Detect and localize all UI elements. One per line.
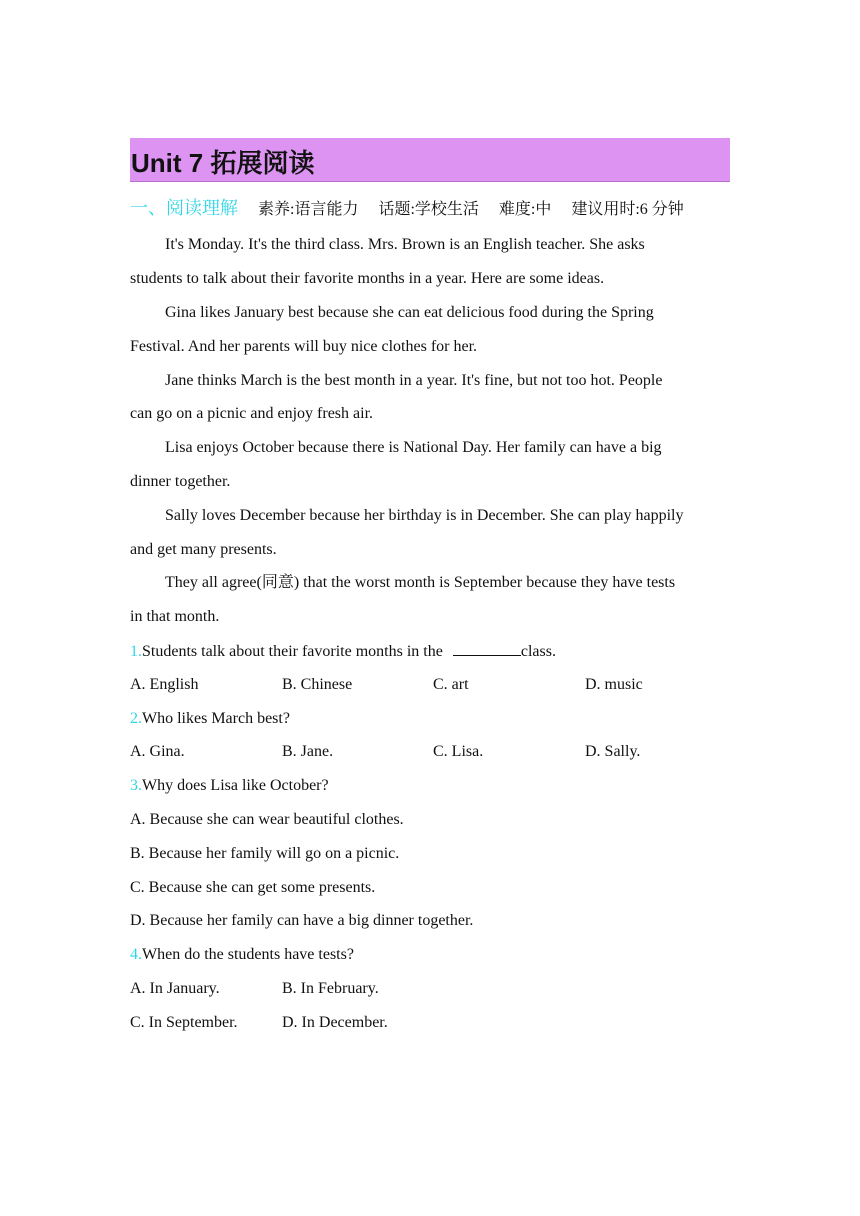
passage-line: Lisa enjoys October because there is National Day. Her family can have a big — [165, 439, 662, 456]
question-stem: Who likes March best? — [142, 710, 290, 727]
question-1 — [130, 641, 556, 662]
option-a[interactable]: A. English — [130, 676, 199, 693]
option-c[interactable]: C. In September. — [130, 1014, 238, 1031]
passage-line: in that month. — [130, 608, 220, 625]
option-a[interactable]: A. Because she can wear beautiful clothes. — [130, 811, 404, 828]
option-b[interactable]: B. Because her family will go on a picnic. — [130, 845, 400, 862]
question-number: 1. — [130, 643, 142, 660]
answer-blank[interactable] — [453, 641, 521, 656]
passage-line: and get many presents. — [130, 541, 277, 558]
option-b[interactable]: B. In February. — [282, 980, 379, 997]
question-2 — [130, 709, 290, 729]
option-a[interactable]: A. Gina. — [130, 743, 185, 760]
question-stem: Why does Lisa like October? — [142, 777, 329, 794]
unit-title: Unit 7 拓展阅读 — [131, 148, 315, 178]
section-header — [130, 194, 700, 220]
question-number: 4. — [130, 946, 142, 963]
unit-title-banner — [130, 138, 730, 182]
option-c[interactable]: C. Lisa. — [433, 743, 484, 760]
passage-line: Festival. And her parents will buy nice clothes for her. — [130, 338, 478, 355]
question-4 — [130, 945, 354, 965]
difficulty-tag: 难度:中 — [498, 201, 552, 218]
passage-line: They all agree(同意) that the worst month is September because they have tests — [165, 574, 676, 591]
option-b[interactable]: B. Chinese — [282, 676, 353, 693]
option-d[interactable]: D. music — [585, 676, 643, 693]
option-d[interactable]: D. In December. — [282, 1014, 388, 1031]
question-stem: When do the students have tests? — [142, 946, 354, 963]
literacy-tag: 素养:语言能力 — [258, 201, 359, 218]
option-b[interactable]: B. Jane. — [282, 743, 334, 760]
question-stem: Students talk about their favorite months in the — [142, 643, 443, 660]
option-d[interactable]: D. Sally. — [585, 743, 641, 760]
option-a[interactable]: A. In January. — [130, 980, 220, 997]
question-number: 3. — [130, 777, 142, 794]
option-c[interactable]: C. Because she can get some presents. — [130, 879, 376, 896]
section-heading: 一、阅读理解 — [130, 198, 238, 219]
passage-line: students to talk about their favorite months in a year. Here are some ideas. — [130, 270, 605, 287]
passage-line: Jane thinks March is the best month in a year. It's fine, but not too hot. People — [165, 372, 663, 389]
passage-line: Gina likes January best because she can eat delicious food during the Spring — [165, 304, 654, 321]
passage-line: It's Monday. It's the third class. Mrs. Brown is an English teacher. She asks — [165, 236, 645, 253]
option-c[interactable]: C. art — [433, 676, 469, 693]
passage-line: Sally loves December because her birthday is in December. She can play happily — [165, 507, 684, 524]
question-stem-after: class. — [520, 643, 556, 660]
time-tag: 建议用时:6 分钟 — [571, 201, 684, 218]
question-number: 2. — [130, 710, 142, 727]
passage-line: can go on a picnic and enjoy fresh air. — [130, 405, 374, 422]
option-d[interactable]: D. Because her family can have a big dinner together. — [130, 912, 474, 929]
passage-line: dinner together. — [130, 473, 231, 490]
question-3 — [130, 776, 329, 796]
topic-tag: 话题:学校生活 — [378, 201, 479, 218]
